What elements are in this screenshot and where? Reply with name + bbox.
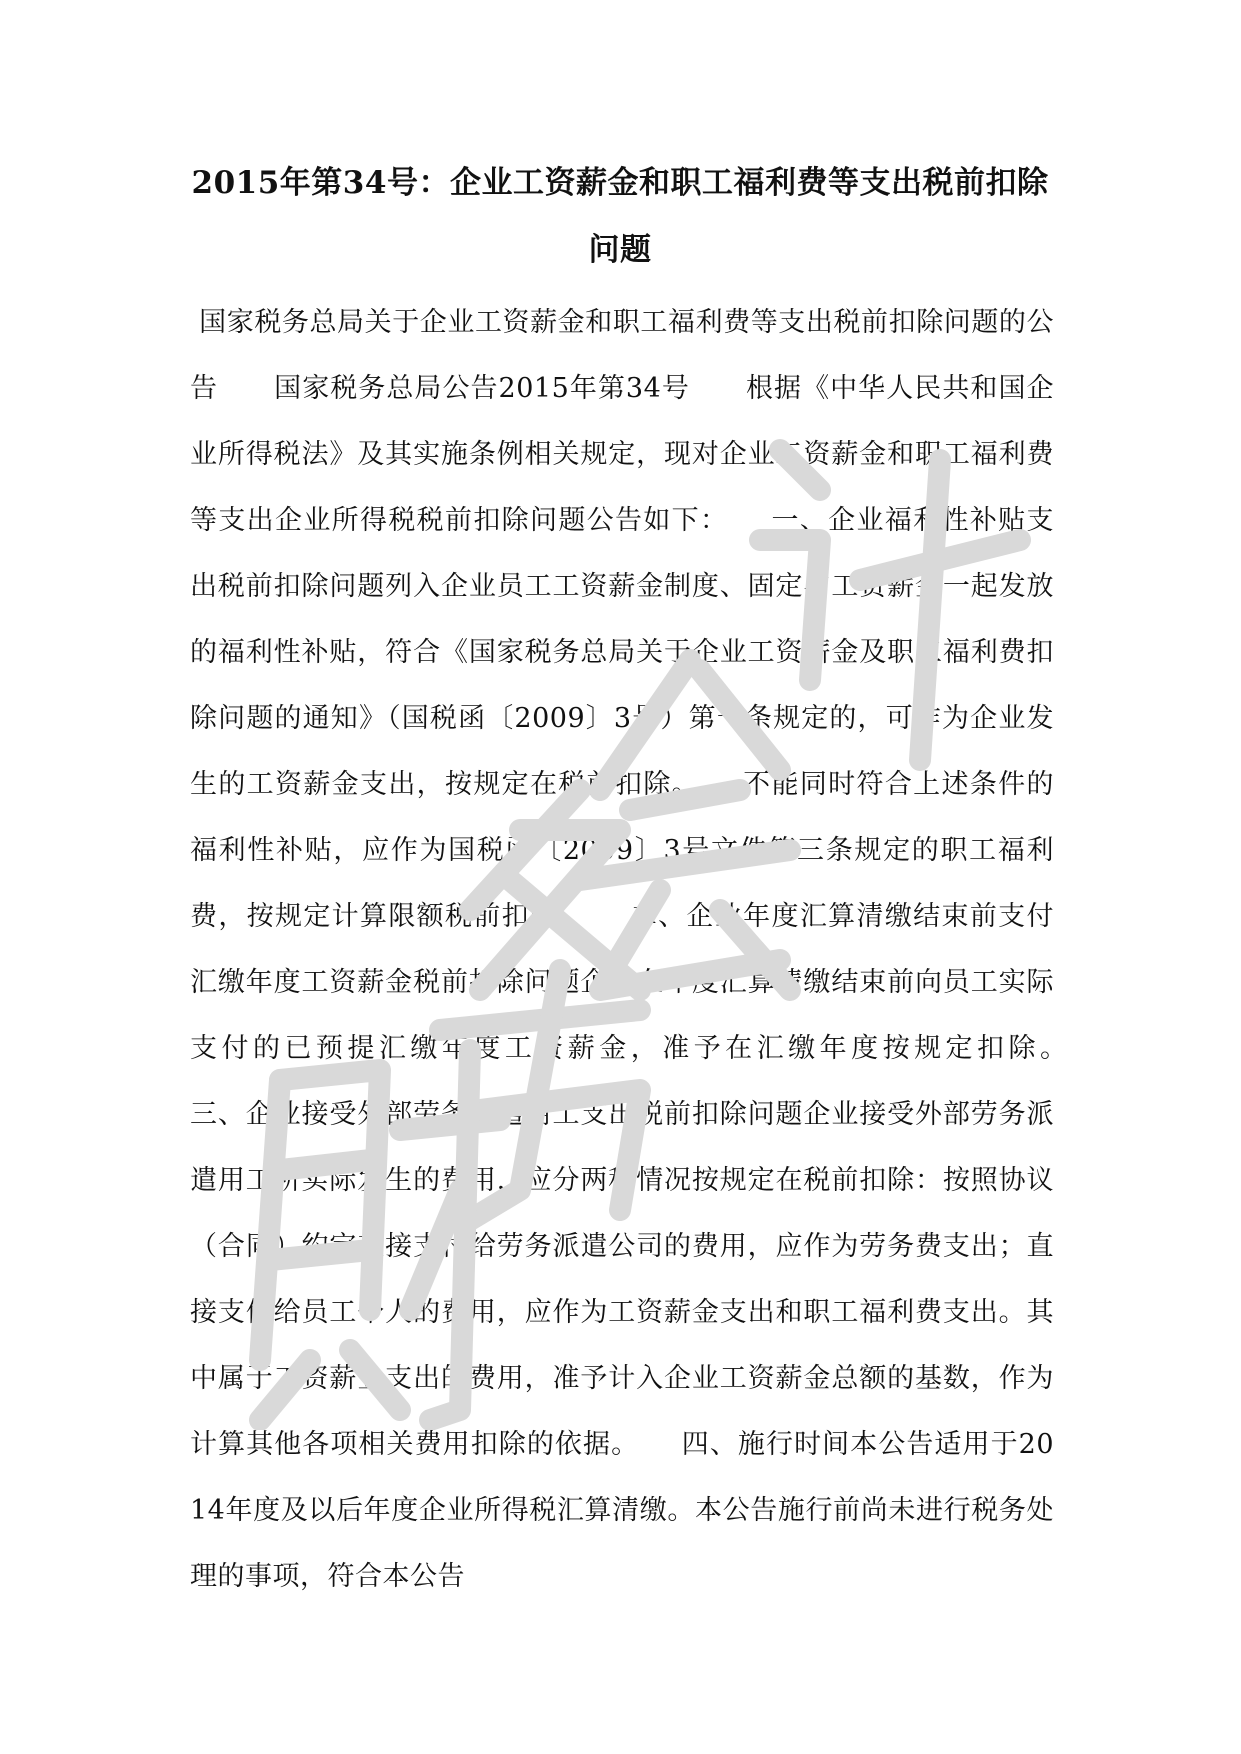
document-body: 国家税务总局关于企业工资薪金和职工福利费等支出税前扣除问题的公告 国家税务总局公告2015年第34号 根据《中华人民共和国企业所得税法》及其实施条例相关规定，现对企业工资薪金和职工福利费等支出企业所得税税前扣除问题公告如下： 一、企业福利性补贴支出税前扣除问题列入企业员工工资薪金制度、固定与工资薪金一起发放的福利性补贴，符合《国家税务总局关于企业工资薪金及职工福利费扣除问题的通知》（国税函〔2009〕3号）第一条规定的，可作为企业发生的工资薪金支出，按规定在税前扣除。 不能同时符合上述条件的福利性补贴，应作为国税函〔2009〕3号文件第三条规定的职工福利费，按规定计算限额税前扣除。 二、企业年度汇算清缴结束前支付汇缴年度工资薪金税前扣除问题企业在年度汇算清缴结束前向员工实际支付的已预提汇缴年度工资薪金，准予在汇缴年度按规定扣除。 三、企业接受外部劳务派遣用工支出税前扣除问题企业接受外部劳务派遣用工所实际发生的费用，应分两种情况按规定在税前扣除：按照协议（合同）约定直接支付给劳务派遣公司的费用，应作为劳务费支出；直接支付给员工个人的费用，应作为工资薪金支出和职工福利费支出。其中属于工资薪金支出的费用，准予计入企业工资薪金总额的基数，作为计算其他各项相关费用扣除的依据。 四、施行时间本公告适用于2014年度及以后年度企业所得税汇算清缴。本公告施行前尚未进行税务处理的事项，符合本公告	[190, 307, 1109, 1592]
document-title: 2015年第34号：企业工资薪金和职工福利费等支出税前扣除问题	[191, 165, 1049, 268]
